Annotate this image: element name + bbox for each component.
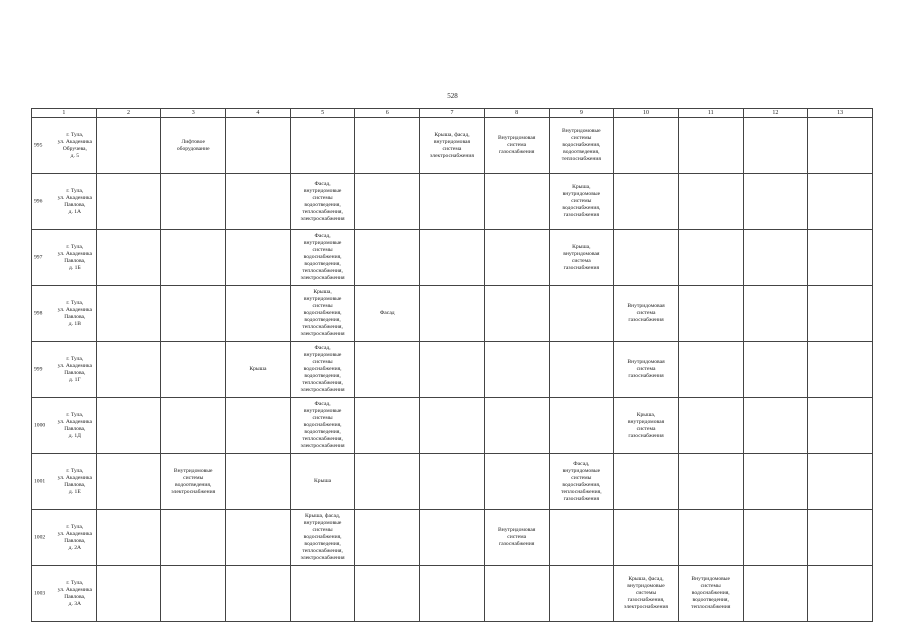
work-cell-c5: Крыша, фасад, внутридомовые системы водоснабжения, водоотведения, теплоснабжения, электроснабжения [290,510,355,566]
row-number-cell [32,510,97,566]
column-header: 13 [808,109,873,118]
work-cell-c12 [743,398,808,454]
work-cell-c2 [96,174,161,230]
work-cell-c9: Крыша, внутридомовая система газоснабжения [549,230,614,286]
row-number-cell [32,230,97,286]
work-cell-c6 [355,118,420,174]
work-cell-c7: Крыша, фасад, внутридомовая система электроснабжения [420,118,485,174]
row-number-cell [32,118,97,174]
work-cell-c11 [678,510,743,566]
work-cell-c2 [96,286,161,342]
work-cell-c5: Фасад, внутридомовые системы водоснабжения, водоотведения, теплоснабжения, электроснабжения [290,342,355,398]
work-cell-c13 [808,454,873,510]
work-cell-c13 [808,230,873,286]
work-cell-c8 [484,230,549,286]
work-cell-c9 [549,510,614,566]
column-header: 8 [484,109,549,118]
column-header: 5 [290,109,355,118]
work-cell-c7 [420,566,485,622]
work-cell-c7 [420,230,485,286]
row-number: 1001 [34,478,46,484]
work-cell-c7 [420,398,485,454]
work-cell-c12 [743,342,808,398]
work-cell-c3 [161,342,226,398]
work-cell-c12 [743,566,808,622]
work-cell-c11 [678,398,743,454]
work-cell-c8: Внутридомовая система газоснабжения [484,510,549,566]
work-cell-c3 [161,230,226,286]
work-cell-c8 [484,286,549,342]
work-cell-c2 [96,454,161,510]
address: г. Тула, ул. Академика Павлова, д. 1Б [57,243,92,271]
column-header: 12 [743,109,808,118]
work-cell-c10: Внутридомовая система газоснабжения [614,342,679,398]
work-cell-c6 [355,566,420,622]
work-cell-c13 [808,342,873,398]
repair-schedule-table [31,108,873,622]
work-cell-c4 [226,510,291,566]
row-number-cell [32,398,97,454]
work-cell-c6 [355,510,420,566]
work-cell-c12 [743,510,808,566]
work-cell-c12 [743,230,808,286]
table-row [32,566,873,622]
table-row [32,230,873,286]
work-cell-c4 [226,174,291,230]
work-cell-c5: Фасад, внутридомовые системы водоснабжения, водоотведения, теплоснабжения, электроснабжения [290,398,355,454]
address: г. Тула, ул. Академика Павлова, д. 1Г [57,355,92,383]
address: г. Тула, ул. Академика Павлова, д. 2А [57,523,92,551]
column-header: 10 [614,109,679,118]
work-cell-c11 [678,174,743,230]
work-cell-c11: Внутридомовые системы водоснабжения, водоотведения, теплоснабжения [678,566,743,622]
work-cell-c2 [96,510,161,566]
work-cell-c10: Внутридомовая система газоснабжения [614,286,679,342]
row-number: 995 [34,142,43,148]
work-cell-c8 [484,454,549,510]
column-header: 6 [355,109,420,118]
work-cell-c10: Крыша, внутридомовая система газоснабжения [614,398,679,454]
table-row [32,510,873,566]
work-cell-c8 [484,398,549,454]
row-number-cell [32,342,97,398]
work-cell-c5: Фасад, внутридомовые системы водоотведения, теплоснабжения, электроснабжения [290,174,355,230]
work-cell-c9: Внутридомовые системы водоснабжения, водоотведения, теплоснабжения [549,118,614,174]
work-cell-c4: Крыша [226,342,291,398]
work-cell-c9: Крыша, внутридомовые системы водоснабжения, газоснабжения [549,174,614,230]
work-cell-c3: Внутридомовые системы водоотведения, электроснабжения [161,454,226,510]
work-cell-c11 [678,230,743,286]
work-cell-c3: Лифтовое оборудование [161,118,226,174]
work-cell-c7 [420,454,485,510]
address: г. Тула, ул. Академика Обручева, д. 5 [57,131,92,159]
work-cell-c13 [808,174,873,230]
row-number: 998 [34,310,43,316]
work-cell-c3 [161,566,226,622]
work-cell-c4 [226,230,291,286]
work-cell-c8: Внутридомовая система газоснабжения [484,118,549,174]
work-cell-c3 [161,174,226,230]
address: г. Тула, ул. Академика Павлова, д. 1Д [57,411,92,439]
row-number-cell [32,286,97,342]
work-cell-c4 [226,286,291,342]
work-cell-c6 [355,230,420,286]
work-cell-c10 [614,454,679,510]
work-cell-c13 [808,398,873,454]
work-cell-c2 [96,230,161,286]
work-cell-c7 [420,286,485,342]
row-number-cell [32,454,97,510]
work-cell-c9 [549,286,614,342]
work-cell-c10 [614,118,679,174]
row-number: 999 [34,366,43,372]
work-cell-c6 [355,342,420,398]
table-row [32,342,873,398]
work-cell-c3 [161,286,226,342]
table-row [32,174,873,230]
work-cell-c6: Фасад [355,286,420,342]
work-cell-c4 [226,118,291,174]
work-cell-c11 [678,454,743,510]
work-cell-c7 [420,510,485,566]
table-row [32,454,873,510]
work-cell-c2 [96,342,161,398]
work-cell-c2 [96,398,161,454]
work-cell-c5 [290,566,355,622]
table-row [32,118,873,174]
work-cell-c12 [743,118,808,174]
work-cell-c9 [549,566,614,622]
work-cell-c4 [226,398,291,454]
header-row [32,109,873,118]
column-header: 4 [226,109,291,118]
page-number: 528 [447,92,458,100]
work-cell-c9: Фасад, внутридомовые системы водоснабжения, теплоснабжения, газоснабжения [549,454,614,510]
work-cell-c2 [96,118,161,174]
work-cell-c11 [678,342,743,398]
work-cell-c6 [355,454,420,510]
work-cell-c2 [96,566,161,622]
column-header: 11 [678,109,743,118]
address: г. Тула, ул. Академика Павлова, д. 1А [57,187,92,215]
column-header: 2 [96,109,161,118]
work-cell-c13 [808,510,873,566]
work-cell-c6 [355,398,420,454]
address: г. Тула, ул. Академика Павлова, д. 1Е [57,467,92,495]
work-cell-c7 [420,174,485,230]
work-cell-c10 [614,174,679,230]
work-cell-c5: Фасад, внутридомовые системы водоснабжения, водоотведения, теплоснабжения, электроснабжения [290,230,355,286]
work-cell-c11 [678,286,743,342]
work-cell-c7 [420,342,485,398]
work-cell-c5: Крыша [290,454,355,510]
address: г. Тула, ул. Академика Павлова, д. 3А [57,579,92,607]
work-cell-c4 [226,566,291,622]
table-row [32,398,873,454]
row-number: 1000 [34,422,46,428]
column-header: 1 [32,109,97,118]
row-number: 1003 [34,590,46,596]
table-row [32,286,873,342]
row-number: 1002 [34,534,46,540]
work-cell-c8 [484,342,549,398]
column-header: 3 [161,109,226,118]
address: г. Тула, ул. Академика Павлова, д. 1В [57,299,92,327]
row-number-cell [32,566,97,622]
column-header: 9 [549,109,614,118]
work-cell-c13 [808,118,873,174]
work-cell-c5 [290,118,355,174]
work-cell-c4 [226,454,291,510]
work-cell-c3 [161,510,226,566]
work-cell-c13 [808,286,873,342]
work-cell-c9 [549,342,614,398]
work-cell-c6 [355,174,420,230]
work-cell-c5: Крыша, внутридомовые системы водоснабжения, водоотведения, теплоснабжения, электроснабжения [290,286,355,342]
row-number: 996 [34,198,43,204]
work-cell-c12 [743,174,808,230]
work-cell-c10 [614,510,679,566]
work-cell-c8 [484,566,549,622]
column-header: 7 [420,109,485,118]
work-cell-c10 [614,230,679,286]
row-number: 997 [34,254,43,260]
row-number-cell [32,174,97,230]
work-cell-c11 [678,118,743,174]
work-cell-c9 [549,398,614,454]
work-cell-c3 [161,398,226,454]
work-cell-c8 [484,174,549,230]
work-cell-c10: Крыша, фасад, внутридомовые системы газоснабжения, электроснабжения [614,566,679,622]
work-cell-c13 [808,566,873,622]
work-cell-c12 [743,454,808,510]
work-cell-c12 [743,286,808,342]
